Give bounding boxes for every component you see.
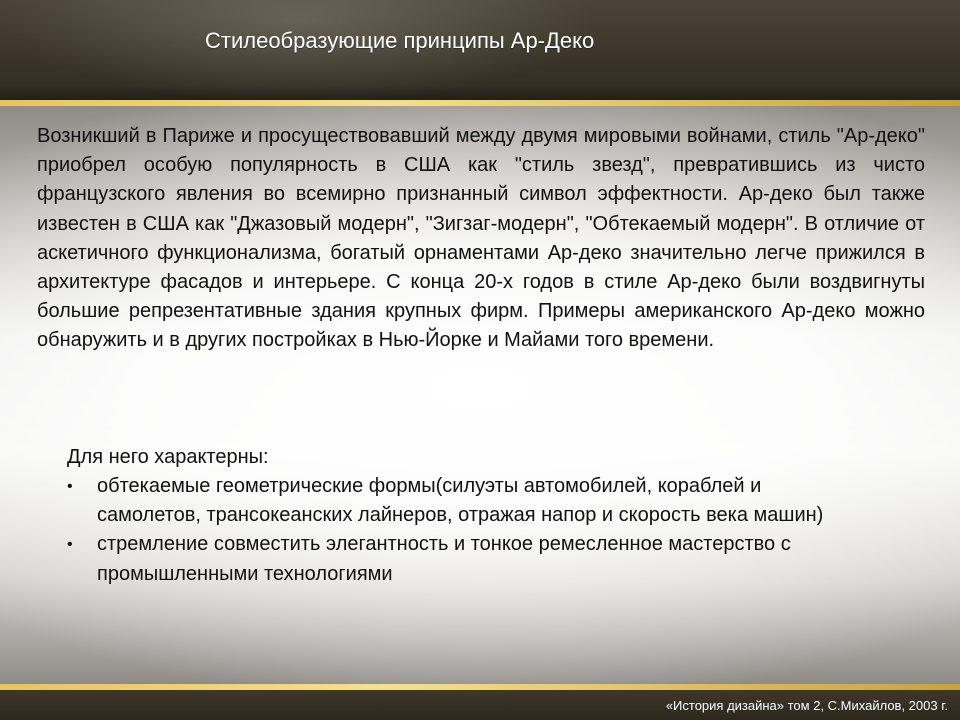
- slide-content: [0, 106, 960, 684]
- bullet-item: [67, 530, 867, 588]
- source-credit: «История дизайна» том 2, С.Михайлов, 2003 г.: [665, 698, 948, 713]
- slide-header: [0, 0, 960, 100]
- bullet-text: стремление совместить элегантность и тонкое ремесленное мастерство с промышленными технологиями: [97, 533, 791, 585]
- slide-footer: [0, 690, 960, 720]
- bullet-item: [67, 472, 867, 530]
- slide-title: Стилеобразующие принципы Ар-Деко: [205, 28, 595, 53]
- bullet-text: обтекаемые геометрические формы(силуэты автомобилей, кораблей и самолетов, трансокеанских лайнеров, отражая напор и скорость века машин): [97, 475, 824, 527]
- list-heading: Для него характерны:: [67, 446, 269, 468]
- bullet-list: [67, 472, 867, 589]
- body-paragraph: Возникший в Париже и просуществовавший между двумя мировыми войнами, стиль "Ар-деко" приобрел особую популярность в США как "стиль звезд", превратившись из чисто французского явления во всемирно признанный символ эффектности. Ар-деко был также известен в США как "Джазовый модерн", "Зигзаг-модерн", "Обтекаемый модерн". В отличие от аскетичного функционализма, богатый орнаментами Ар-деко значительно легче прижился в архитектуре фасадов и интерьере. С конца 20-х годов в стиле Ар-деко были воздвигнуты большие репрезентативные здания крупных фирм. Примеры американского Ар-деко можно обнаружить и в других постройках в Нью-Йорке и Майами того времени.: [37, 125, 925, 352]
- bullet-icon: •: [67, 478, 73, 495]
- bullet-icon: •: [67, 536, 73, 554]
